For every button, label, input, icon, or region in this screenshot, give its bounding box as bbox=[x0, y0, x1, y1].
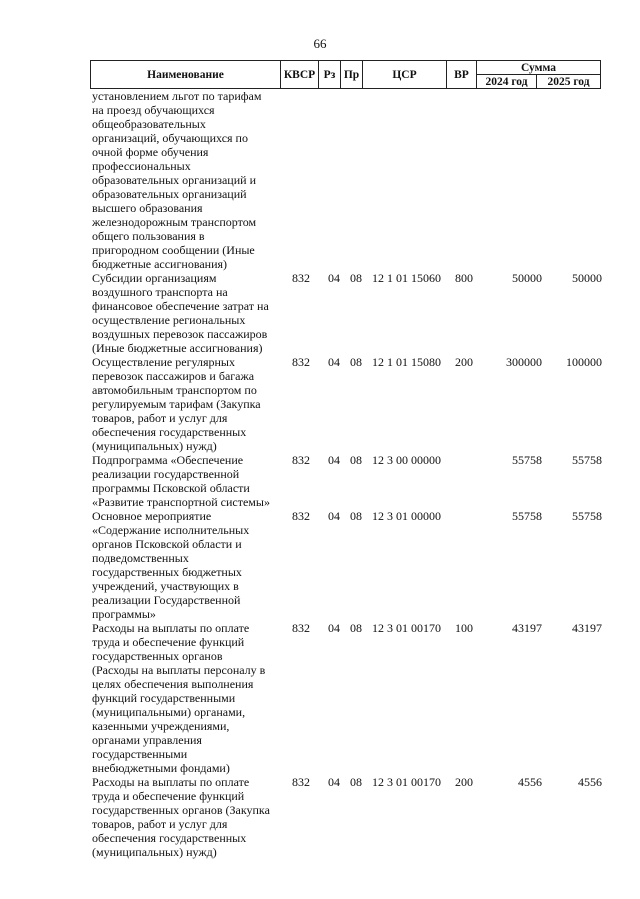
row-rz: 04 bbox=[328, 775, 340, 789]
table-row bbox=[92, 355, 612, 453]
row-pr: 08 bbox=[350, 453, 362, 467]
header-name: Наименование bbox=[91, 61, 281, 89]
row-kvsr: 832 bbox=[292, 271, 310, 285]
row-vr: 200 bbox=[455, 775, 473, 789]
row-sum-2025: 100000 bbox=[566, 355, 602, 369]
table-row bbox=[92, 271, 612, 355]
row-sum-2024: 50000 bbox=[512, 271, 542, 285]
row-vr: 800 bbox=[455, 271, 473, 285]
header-sum: Сумма bbox=[477, 61, 601, 75]
row-kvsr: 832 bbox=[292, 355, 310, 369]
header-vr: ВР bbox=[447, 61, 477, 89]
header-kvsr: КВСР bbox=[281, 61, 319, 89]
page-number: 66 bbox=[313, 36, 327, 51]
row-name: Основное мероприятие «Содержание исполнительных органов Псковской области и подведомственных государственных бюджетных учреждений, участвующих в реализации Государственной программы» bbox=[92, 509, 250, 621]
row-name: Расходы на выплаты по оплате труда и обеспечение функций государственных органов (Расходы на выплаты персоналу в целях обеспечения выполнения функций государственными (муниципальными) органами, казенными учреждениями, органами управления государственными внебюджетными фондами) bbox=[92, 621, 266, 775]
row-sum-2024: 4556 bbox=[518, 775, 542, 789]
row-kvsr: 832 bbox=[292, 775, 310, 789]
row-csr: 12 3 01 00000 bbox=[372, 509, 441, 523]
row-rz: 04 bbox=[328, 355, 340, 369]
header-2025: 2025 год bbox=[537, 75, 601, 89]
row-kvsr: 832 bbox=[292, 509, 310, 523]
row-kvsr: 832 bbox=[292, 621, 310, 635]
table-row bbox=[92, 453, 612, 509]
header-csr: ЦСР bbox=[363, 61, 447, 89]
header-pr: Пр bbox=[341, 61, 363, 89]
row-vr: 200 bbox=[455, 355, 473, 369]
row-rz: 04 bbox=[328, 453, 340, 467]
row-csr: 12 1 01 15060 bbox=[372, 271, 441, 285]
row-kvsr: 832 bbox=[292, 453, 310, 467]
table-row bbox=[92, 89, 612, 271]
row-pr: 08 bbox=[350, 621, 362, 635]
row-pr: 08 bbox=[350, 775, 362, 789]
row-sum-2025: 4556 bbox=[578, 775, 602, 789]
row-rz: 04 bbox=[328, 271, 340, 285]
row-name: установлением льгот по тарифам на проезд обучающихся общеобразовательных организаций, обучающихся по очной форме обучения профессиональных образовательных организаций и образовательных организаций высшего образования железнодорожным транспортом общего пользования в пригородном сообщении (Иные бюджетные ассигнования) bbox=[92, 89, 262, 271]
row-rz: 04 bbox=[328, 621, 340, 635]
row-sum-2025: 55758 bbox=[572, 453, 602, 467]
header-2024: 2024 год bbox=[477, 75, 537, 89]
row-sum-2024: 300000 bbox=[506, 355, 542, 369]
row-csr: 12 1 01 15080 bbox=[372, 355, 441, 369]
table-body bbox=[92, 89, 612, 859]
table-header bbox=[90, 60, 601, 89]
row-name: Расходы на выплаты по оплате труда и обеспечение функций государственных органов (Закупка товаров, работ и услуг для обеспечения государственных (муниципальных) нужд) bbox=[92, 775, 270, 859]
row-rz: 04 bbox=[328, 509, 340, 523]
row-pr: 08 bbox=[350, 271, 362, 285]
row-csr: 12 3 00 00000 bbox=[372, 453, 441, 467]
table-row bbox=[92, 775, 612, 859]
row-sum-2024: 55758 bbox=[512, 453, 542, 467]
row-pr: 08 bbox=[350, 355, 362, 369]
row-sum-2024: 43197 bbox=[512, 621, 542, 635]
row-csr: 12 3 01 00170 bbox=[372, 775, 441, 789]
row-name: Осуществление регулярных перевозок пассажиров и багажа автомобильным транспортом по регулируемым тарифам (Закупка товаров, работ и услуг для обеспечения государственных (муниципальных) нужд) bbox=[92, 355, 261, 453]
row-sum-2025: 55758 bbox=[572, 509, 602, 523]
header-rz: Рз bbox=[319, 61, 341, 89]
row-name: Подпрограмма «Обеспечение реализации государственной программы Псковской области «Развитие транспортной системы» bbox=[92, 453, 270, 509]
row-sum-2024: 55758 bbox=[512, 509, 542, 523]
row-vr: 100 bbox=[455, 621, 473, 635]
row-name: Субсидии организациям воздушного транспорта на финансовое обеспечение затрат на осуществление региональных воздушных перевозок пассажиров (Иные бюджетные ассигнования) bbox=[92, 271, 269, 355]
row-csr: 12 3 01 00170 bbox=[372, 621, 441, 635]
row-pr: 08 bbox=[350, 509, 362, 523]
table-row bbox=[92, 509, 612, 621]
row-sum-2025: 43197 bbox=[572, 621, 602, 635]
row-sum-2025: 50000 bbox=[572, 271, 602, 285]
table-row bbox=[92, 621, 612, 775]
